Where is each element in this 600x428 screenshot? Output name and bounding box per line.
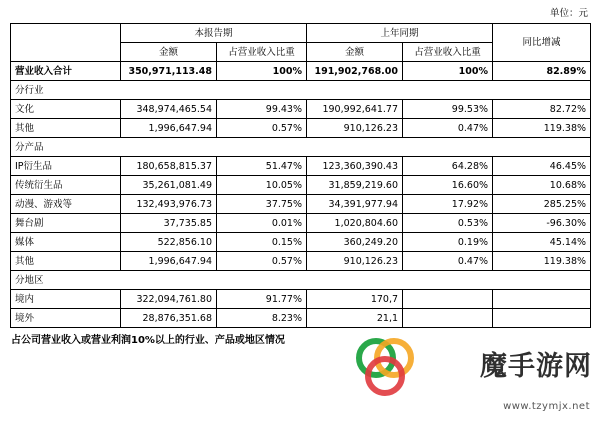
change-value-cell (493, 252, 591, 271)
table-row (11, 309, 591, 328)
current-ratio-cell (217, 176, 307, 195)
current-amount-cell (121, 252, 217, 271)
table-section-row (11, 81, 591, 100)
prior-amount-cell (307, 214, 403, 233)
row-label-cell (11, 252, 121, 271)
table-row (11, 62, 591, 81)
header-prior-amount (307, 43, 403, 62)
prior-ratio: 0.53% (457, 217, 489, 229)
prior-amount: 910,126.23 (343, 255, 399, 267)
current-ratio: 10.05% (265, 179, 303, 191)
row-label: 境内 (15, 293, 35, 305)
table-row (11, 100, 591, 119)
current-ratio-cell (217, 195, 307, 214)
prior-ratio-cell (403, 195, 493, 214)
prior-amount-cell (307, 233, 403, 252)
prior-ratio-cell (403, 290, 493, 309)
prior-amount: 190,992,641.77 (322, 103, 399, 115)
row-label-cell (11, 119, 121, 138)
current-amount: 35,261,081.49 (142, 179, 212, 191)
current-ratio-cell (217, 100, 307, 119)
row-label: 动漫、游戏等 (15, 198, 73, 210)
row-label: 传统衍生品 (15, 179, 63, 191)
prior-ratio: 0.47% (457, 255, 489, 267)
current-ratio: 37.75% (265, 198, 303, 210)
row-label-cell (11, 290, 121, 309)
prior-amount: 191,902,768.00 (314, 65, 399, 77)
prior-ratio: 64.28% (451, 160, 489, 172)
prior-ratio-cell (403, 100, 493, 119)
row-label-cell (11, 176, 121, 195)
current-ratio-cell (217, 252, 307, 271)
header-current-amount (121, 43, 217, 62)
change-value: 285.25% (543, 198, 587, 210)
table-row (11, 176, 591, 195)
row-label-cell (11, 195, 121, 214)
header-current-ratio-label: 占营业收入比重 (228, 46, 295, 58)
current-amount: 28,876,351.68 (142, 312, 212, 324)
table-row (11, 290, 591, 309)
row-label: 文化 (15, 103, 35, 115)
change-value-cell (493, 157, 591, 176)
change-value-cell (493, 290, 591, 309)
prior-ratio: 16.60% (451, 179, 489, 191)
current-amount: 522,856.10 (157, 236, 212, 248)
current-amount-cell (121, 309, 217, 328)
prior-amount: 31,859,219.60 (328, 179, 399, 191)
header-corner-cell (11, 24, 121, 62)
table-section-row (11, 271, 591, 290)
row-label-cell (11, 309, 121, 328)
header-prior-period (307, 24, 493, 43)
header-row-groups (11, 24, 591, 43)
change-value-cell (493, 119, 591, 138)
current-ratio: 51.47% (265, 160, 303, 172)
row-label: 境外 (15, 312, 35, 324)
prior-ratio-cell (403, 214, 493, 233)
section-label-cell (11, 81, 591, 100)
change-value-cell (493, 214, 591, 233)
prior-amount: 170,7 (370, 293, 399, 305)
watermark-text: 魔手游网 (480, 351, 592, 382)
current-amount: 1,996,647.94 (148, 255, 212, 267)
section-label-cell (11, 138, 591, 157)
unit-label: 单位：元 (549, 8, 588, 19)
table-body (11, 62, 591, 328)
prior-ratio-cell (403, 119, 493, 138)
row-label: 其他 (15, 122, 35, 134)
table-header (11, 24, 591, 62)
row-label: IP衍生品 (15, 160, 53, 172)
header-prior-period-label: 上年同期 (380, 27, 419, 39)
prior-amount-cell (307, 157, 403, 176)
current-amount: 132,493,976.73 (136, 198, 212, 210)
header-prior-ratio-label: 占营业收入比重 (414, 46, 481, 58)
prior-ratio: 0.47% (457, 122, 489, 134)
header-change (493, 24, 591, 62)
change-value: 82.72% (549, 103, 587, 115)
row-label: 舞台剧 (15, 217, 44, 229)
row-label-cell (11, 214, 121, 233)
current-amount-cell (121, 100, 217, 119)
current-amount: 348,974,465.54 (136, 103, 212, 115)
current-ratio: 99.43% (265, 103, 303, 115)
footer-note: 占公司营业收入或营业利润10%以上的行业、产品或地区情况 (11, 335, 285, 346)
prior-amount-cell (307, 119, 403, 138)
prior-ratio: 100% (458, 65, 489, 77)
current-amount-cell (121, 233, 217, 252)
prior-amount-cell (307, 309, 403, 328)
prior-amount-cell (307, 100, 403, 119)
prior-amount: 34,391,977.94 (328, 198, 399, 210)
change-value-cell (493, 176, 591, 195)
current-ratio-cell (217, 309, 307, 328)
header-current-amount-label: 金额 (158, 46, 178, 58)
prior-amount-cell (307, 62, 403, 81)
table-row (11, 252, 591, 271)
prior-amount: 910,126.23 (343, 122, 399, 134)
row-label: 媒体 (15, 236, 35, 248)
current-ratio: 0.15% (271, 236, 303, 248)
prior-ratio-cell (403, 233, 493, 252)
table-row (11, 119, 591, 138)
header-prior-amount-label: 金额 (345, 46, 365, 58)
row-label: 其他 (15, 255, 35, 267)
current-ratio-cell (217, 157, 307, 176)
current-amount: 322,094,761.80 (136, 293, 212, 305)
current-amount: 37,735.85 (163, 217, 212, 229)
change-value-cell (493, 62, 591, 81)
table-row (11, 157, 591, 176)
financial-table (10, 23, 591, 328)
current-ratio-cell (217, 62, 307, 81)
table-row (11, 214, 591, 233)
header-prior-ratio (403, 43, 493, 62)
current-amount-cell (121, 214, 217, 233)
change-value: 46.45% (549, 160, 587, 172)
prior-amount-cell (307, 176, 403, 195)
watermark-url: www.tzymjx.net (503, 401, 590, 412)
prior-ratio: 17.92% (451, 198, 489, 210)
row-label-cell (11, 100, 121, 119)
table-row (11, 195, 591, 214)
current-amount-cell (121, 176, 217, 195)
header-current-period (121, 24, 307, 43)
current-ratio-cell (217, 233, 307, 252)
change-value-cell (493, 195, 591, 214)
row-label-cell (11, 157, 121, 176)
prior-amount: 123,360,390.43 (322, 160, 399, 172)
prior-amount-cell (307, 252, 403, 271)
current-ratio: 8.23% (271, 312, 303, 324)
change-value: 119.38% (543, 122, 587, 134)
current-amount-cell (121, 119, 217, 138)
current-ratio: 0.01% (271, 217, 303, 229)
change-value: 119.38% (543, 255, 587, 267)
prior-ratio-cell (403, 157, 493, 176)
change-value-cell (493, 233, 591, 252)
header-change-label: 同比增减 (522, 37, 561, 48)
prior-ratio: 99.53% (451, 103, 489, 115)
current-ratio: 91.77% (265, 293, 303, 305)
current-ratio-cell (217, 290, 307, 309)
header-current-ratio (217, 43, 307, 62)
section-label-cell (11, 271, 591, 290)
header-current-period-label: 本报告期 (194, 27, 233, 39)
current-amount: 1,996,647.94 (148, 122, 212, 134)
change-value-cell (493, 100, 591, 119)
current-ratio: 0.57% (271, 122, 303, 134)
section-label: 分行业 (15, 84, 44, 96)
change-value: 10.68% (549, 179, 587, 191)
prior-ratio: 0.19% (457, 236, 489, 248)
current-amount: 350,971,113.48 (128, 65, 212, 77)
change-value: 45.14% (549, 236, 587, 248)
prior-amount: 1,020,804.60 (334, 217, 399, 229)
table-row (11, 233, 591, 252)
prior-amount-cell (307, 195, 403, 214)
table-section-row (11, 138, 591, 157)
prior-ratio-cell (403, 176, 493, 195)
prior-ratio-cell (403, 309, 493, 328)
section-label: 分地区 (15, 274, 44, 286)
row-label: 营业收入合计 (15, 65, 73, 77)
current-ratio-cell (217, 214, 307, 233)
current-amount-cell (121, 62, 217, 81)
current-amount-cell (121, 290, 217, 309)
prior-amount-cell (307, 290, 403, 309)
change-value: 82.89% (546, 65, 587, 77)
current-amount-cell (121, 195, 217, 214)
current-ratio: 0.57% (271, 255, 303, 267)
change-value: -96.30% (546, 217, 587, 229)
prior-amount: 21,1 (376, 312, 399, 324)
row-label-cell (11, 233, 121, 252)
current-amount: 180,658,815.37 (136, 160, 212, 172)
prior-amount: 360,249.20 (343, 236, 399, 248)
current-amount-cell (121, 157, 217, 176)
current-ratio-cell (217, 119, 307, 138)
row-label-cell (11, 62, 121, 81)
change-value-cell (493, 309, 591, 328)
section-label: 分产品 (15, 141, 44, 153)
prior-ratio-cell (403, 252, 493, 271)
prior-ratio-cell (403, 62, 493, 81)
current-ratio: 100% (272, 65, 303, 77)
